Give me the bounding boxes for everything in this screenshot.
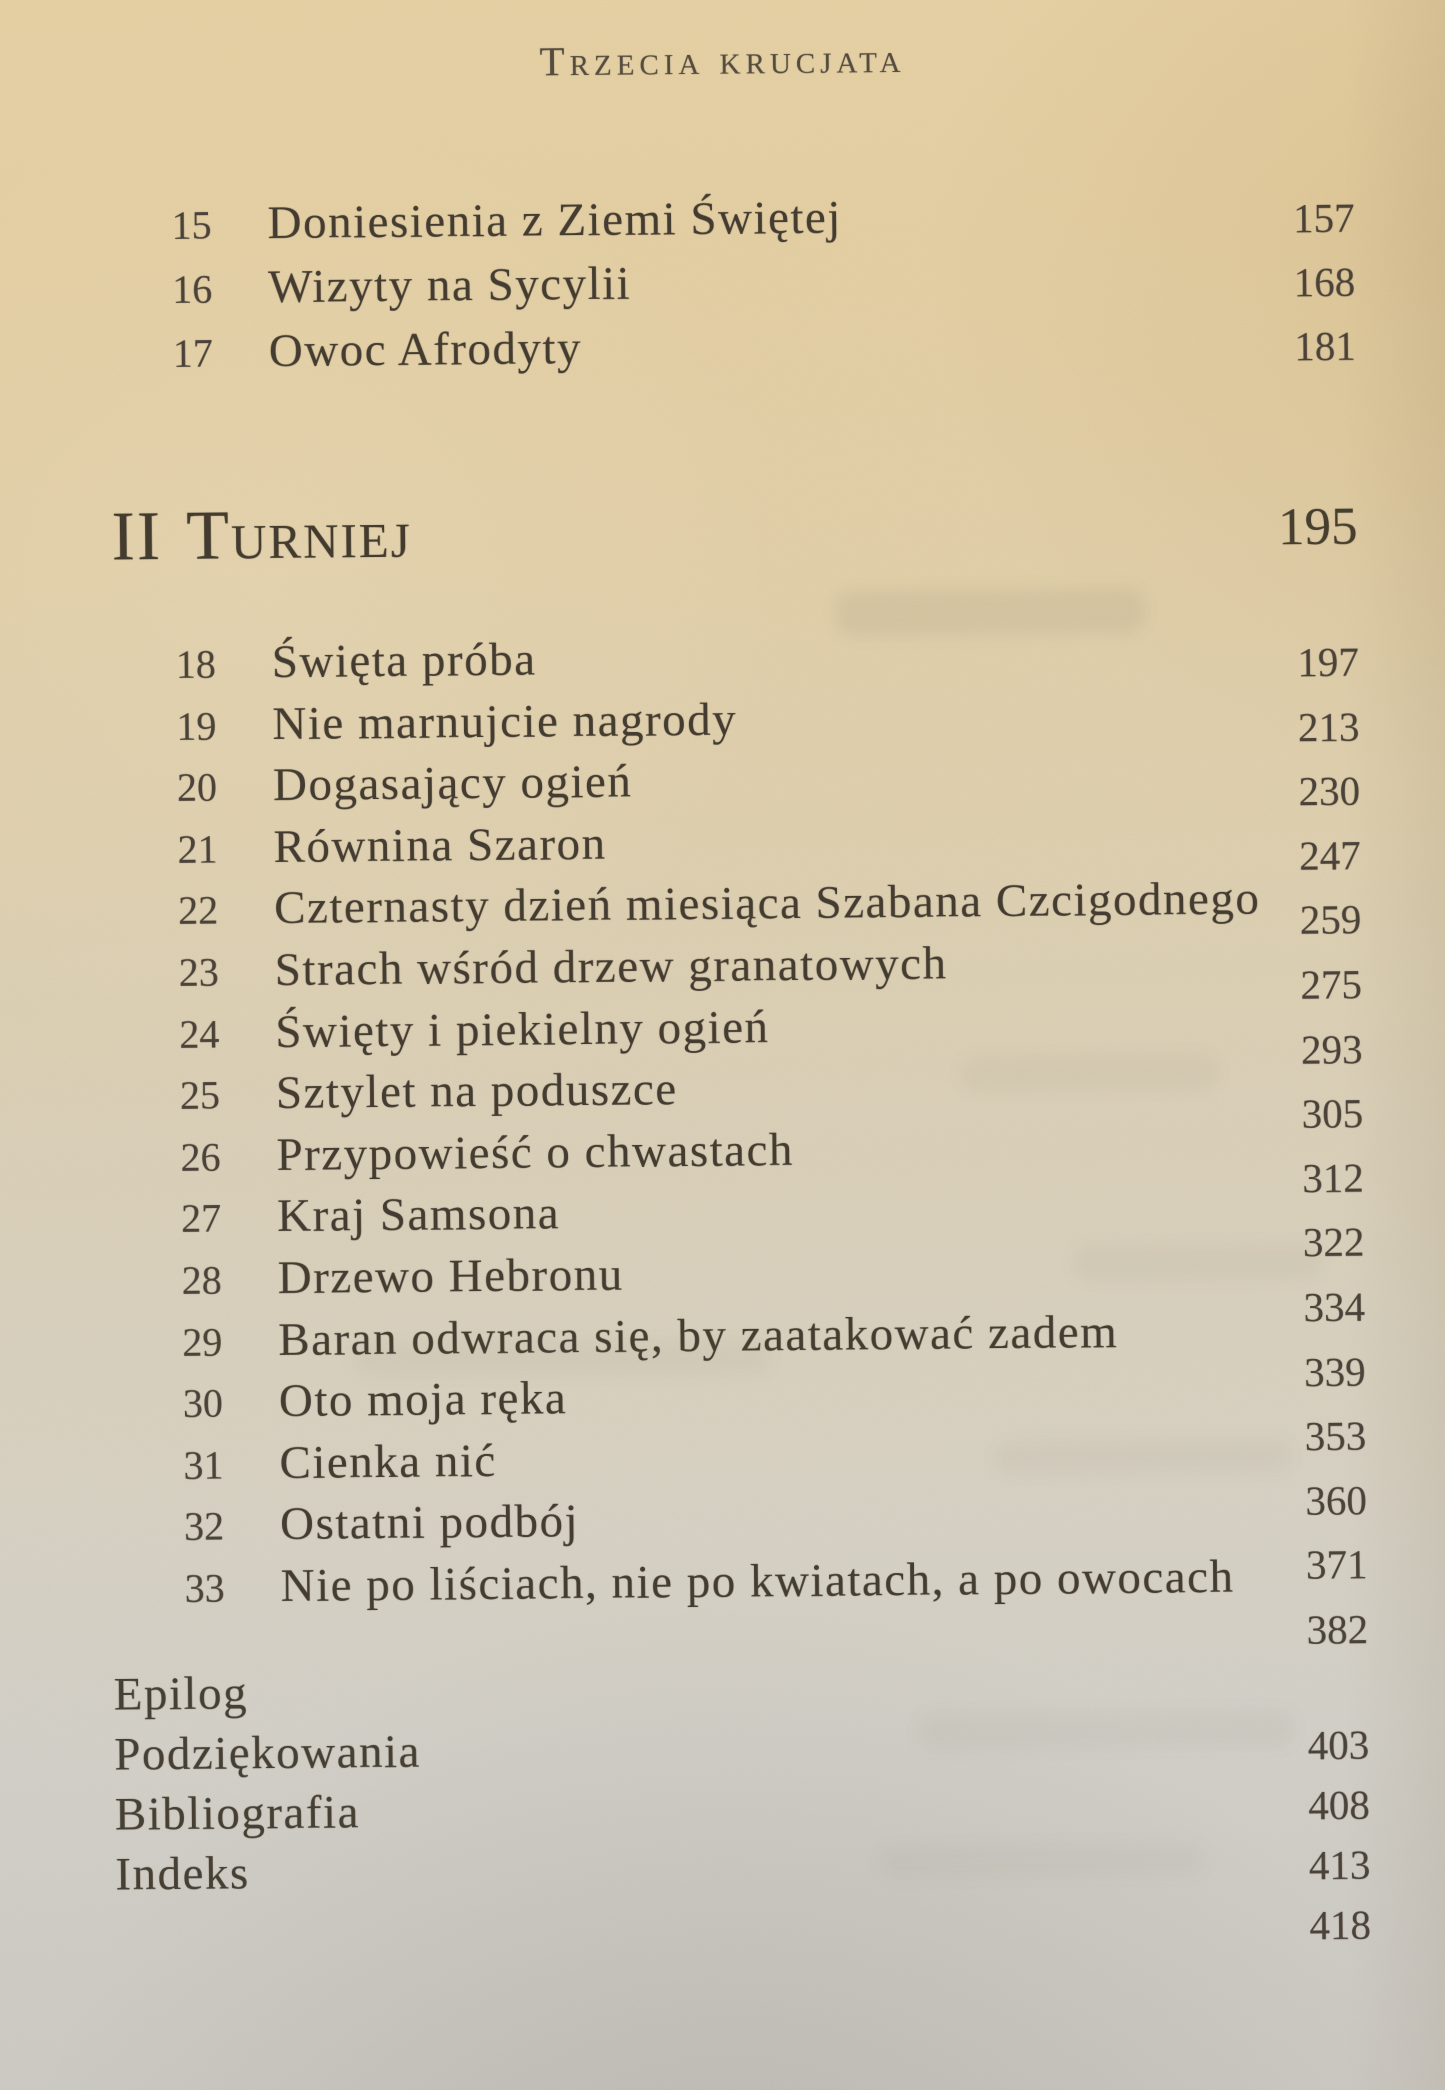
chapter-number: 23 <box>178 949 219 995</box>
toc-row <box>14 1545 1369 1653</box>
chapter-title: Dogasający ogień <box>272 755 633 812</box>
chapter-title: Strach wśród drzew granatowych <box>274 937 948 996</box>
chapter-page-number: 157 <box>1292 194 1355 242</box>
chapter-number: 21 <box>177 826 218 872</box>
chapter-title: Wizyty na Sycylii <box>267 257 632 314</box>
running-header: Trzecia krucjata <box>539 34 906 85</box>
chapter-page-number: 334 <box>1303 1283 1366 1331</box>
part-title: Turniej <box>185 495 413 575</box>
toc-row <box>8 868 1362 943</box>
back-matter-page-number: 418 <box>1309 1901 1372 1949</box>
chapter-number: 26 <box>180 1134 221 1180</box>
chapter-number: 30 <box>182 1380 224 1427</box>
chapter-title: Doniesienia z Ziemi Świętej <box>267 191 843 250</box>
back-matter-row <box>115 1833 1372 1949</box>
chapter-page-number: 360 <box>1305 1476 1368 1524</box>
chapter-title: Drzewo Hebronu <box>277 1248 624 1304</box>
chapter-page-number: 305 <box>1301 1089 1364 1137</box>
chapter-page-number: 247 <box>1298 832 1361 879</box>
chapter-title: Święta próba <box>271 633 537 688</box>
part2-heading <box>111 486 1358 578</box>
chapter-page-number: 181 <box>1294 322 1357 370</box>
chapter-page-number: 322 <box>1302 1218 1365 1266</box>
chapter-number: 24 <box>179 1011 220 1057</box>
chapter-number: 25 <box>179 1072 221 1119</box>
chapter-number: 20 <box>176 764 218 811</box>
chapter-page-number: 230 <box>1298 767 1361 815</box>
part-numeral: II <box>111 498 163 576</box>
back-matter-list <box>113 1653 1372 1949</box>
chapter-title: Kraj Samsona <box>276 1187 561 1243</box>
chapter-page-number: 275 <box>1300 961 1363 1008</box>
chapter-number: 27 <box>180 1195 222 1242</box>
chapter-title: Równina Szaron <box>273 817 607 873</box>
back-matter-page-number: 403 <box>1307 1721 1370 1769</box>
back-matter-title: Epilog <box>113 1667 249 1721</box>
chapter-page-number: 213 <box>1297 703 1360 750</box>
back-matter-title: Podziękowania <box>114 1725 422 1781</box>
chapter-page-number: 312 <box>1302 1154 1365 1202</box>
chapter-page-number: 371 <box>1305 1541 1368 1589</box>
chapter-number: 32 <box>183 1503 225 1550</box>
chapter-page-number: 293 <box>1300 1025 1363 1073</box>
part2-chapter-list <box>6 622 1369 1653</box>
chapter-title: Święty i piekielny ogień <box>275 1000 770 1058</box>
chapter-title: Nie po liściach, nie po kwiatach, a po owocach <box>280 1550 1235 1612</box>
chapter-number: 17 <box>172 330 214 376</box>
chapter-page-number: 197 <box>1297 638 1360 686</box>
chapter-number: 16 <box>171 266 213 312</box>
chapter-number: 19 <box>176 703 217 749</box>
chapter-number: 22 <box>177 887 219 934</box>
part-page-number: 195 <box>1277 497 1358 557</box>
chapter-page-number: 382 <box>1306 1605 1369 1653</box>
chapter-number: 18 <box>175 641 217 687</box>
chapter-title: Sztylet na poduszce <box>275 1063 678 1120</box>
chapter-page-number: 353 <box>1304 1412 1367 1460</box>
back-matter-page-number: 408 <box>1308 1781 1371 1829</box>
back-matter-title: Indeks <box>115 1847 250 1901</box>
chapter-title: Przypowieść o chwastach <box>276 1123 795 1181</box>
chapter-title: Baran odwraca się, by zaatakować zadem <box>278 1305 1119 1366</box>
chapter-number: 33 <box>184 1565 225 1611</box>
chapter-number: 28 <box>181 1257 222 1303</box>
chapter-title: Czternasty dzień miesiąca Szabana Czcigodnego <box>273 872 1261 935</box>
chapter-page-number: 339 <box>1303 1347 1366 1395</box>
chapter-page-number: 168 <box>1293 258 1356 306</box>
chapter-title: Owoc Afrodyty <box>268 322 583 378</box>
back-matter-title: Bibliografia <box>114 1786 361 1841</box>
chapter-title: Oto moja ręka <box>278 1372 568 1428</box>
chapter-number: 15 <box>171 202 212 248</box>
part1-chapter-list <box>1 181 1356 386</box>
chapter-title: Ostatni podbój <box>279 1495 580 1551</box>
chapter-number: 31 <box>183 1442 224 1488</box>
chapter-page-number: 259 <box>1299 896 1362 944</box>
chapter-title: Nie marnujcie nagrody <box>272 693 738 750</box>
chapter-number: 29 <box>182 1319 223 1365</box>
back-matter-page-number: 413 <box>1308 1841 1371 1889</box>
chapter-title: Cienka nić <box>279 1434 498 1489</box>
